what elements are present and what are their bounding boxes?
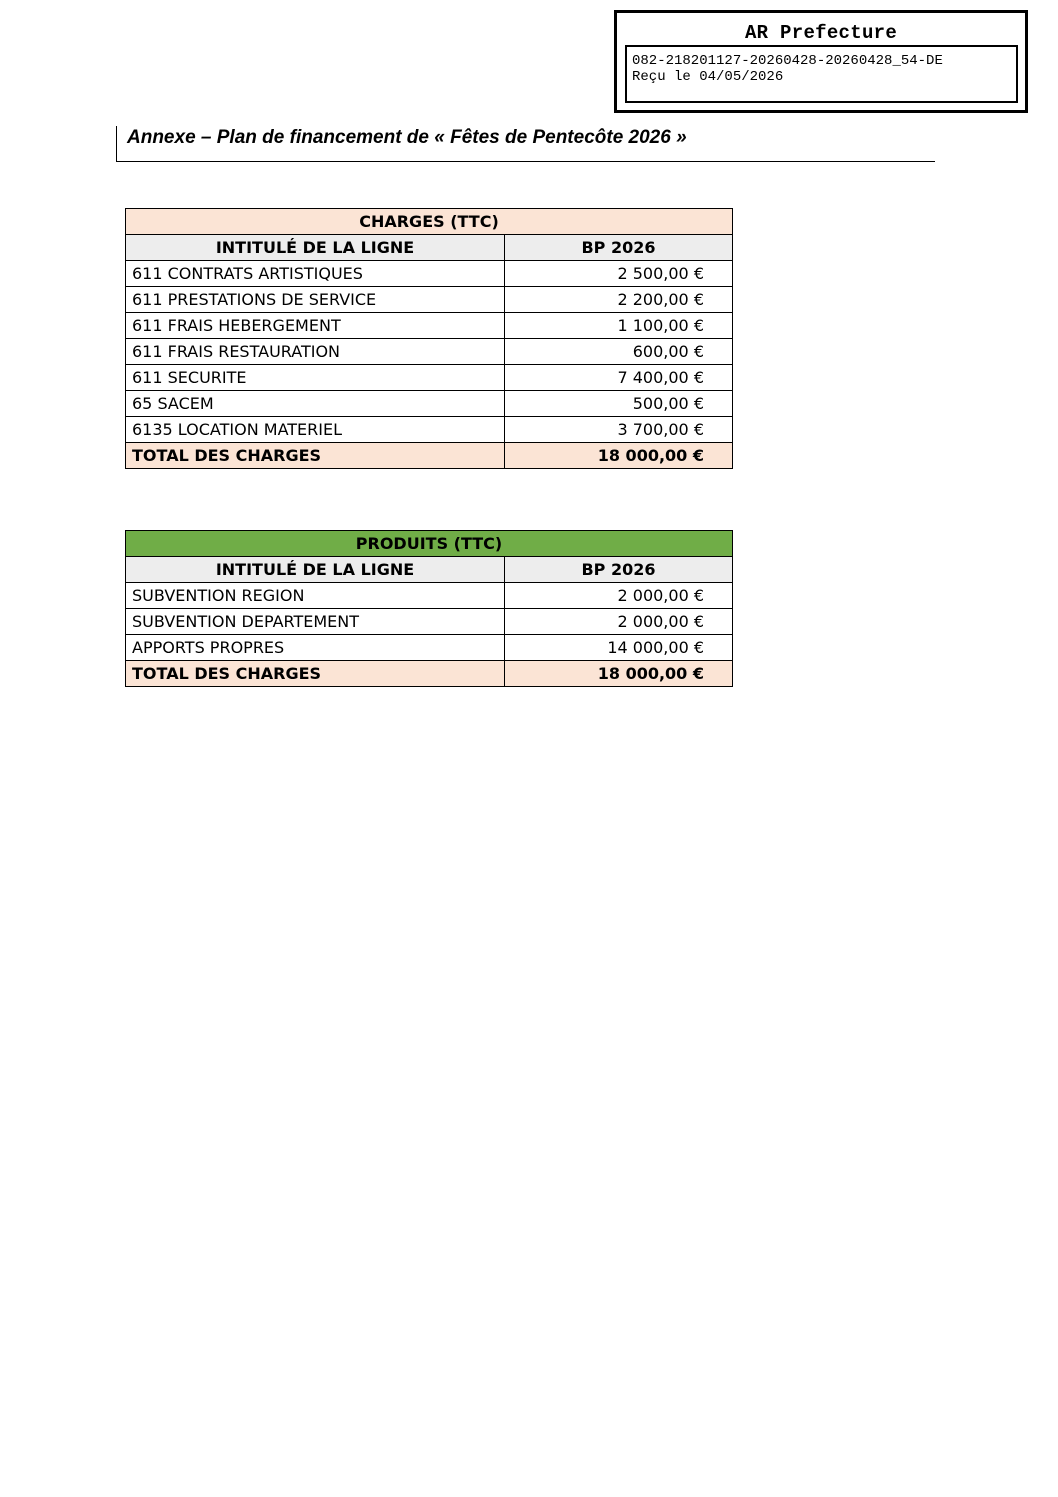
produit-label: APPORTS PROPRES — [126, 635, 505, 661]
charges-total-amount: 18 000,00 € — [505, 443, 733, 469]
table-row — [126, 365, 733, 391]
page-title: Annexe – Plan de financement de « Fêtes de Pentecôte 2026 » — [127, 127, 687, 148]
table-row — [126, 583, 733, 609]
produit-label: SUBVENTION DEPARTEMENT — [126, 609, 505, 635]
table-row — [126, 417, 733, 443]
charges-title-row — [126, 209, 733, 235]
charges-title: CHARGES (TTC) — [126, 209, 733, 235]
charge-label: 611 PRESTATIONS DE SERVICE — [126, 287, 505, 313]
charge-label: 611 CONTRATS ARTISTIQUES — [126, 261, 505, 287]
produits-total-amount: 18 000,00 € — [505, 661, 733, 687]
charge-amount: 2 500,00 € — [505, 261, 733, 287]
table-row — [126, 287, 733, 313]
stamp-received-date: Reçu le 04/05/2026 — [632, 69, 784, 85]
charge-label: 6135 LOCATION MATERIEL — [126, 417, 505, 443]
produit-label: SUBVENTION REGION — [126, 583, 505, 609]
charges-col-amount-header: BP 2026 — [505, 235, 733, 261]
table-row — [126, 313, 733, 339]
table-row — [126, 339, 733, 365]
charge-amount: 500,00 € — [505, 391, 733, 417]
charge-amount: 600,00 € — [505, 339, 733, 365]
charges-header-row — [126, 235, 733, 261]
produits-total-row — [126, 661, 733, 687]
produits-title-row — [126, 531, 733, 557]
table-row — [126, 609, 733, 635]
charge-label: 65 SACEM — [126, 391, 505, 417]
table-row — [126, 635, 733, 661]
stamp-details — [625, 45, 1018, 103]
charges-total-row — [126, 443, 733, 469]
charge-amount: 7 400,00 € — [505, 365, 733, 391]
table-row — [126, 261, 733, 287]
charge-label: 611 SECURITE — [126, 365, 505, 391]
produits-table — [125, 530, 733, 687]
charge-amount: 2 200,00 € — [505, 287, 733, 313]
produit-amount: 14 000,00 € — [505, 635, 733, 661]
produit-amount: 2 000,00 € — [505, 609, 733, 635]
charges-total-label: TOTAL DES CHARGES — [126, 443, 505, 469]
heading-left-border — [116, 126, 117, 162]
stamp-reference: 082-218201127-20260428-20260428_54-DE — [632, 53, 943, 69]
produits-title: PRODUITS (TTC) — [126, 531, 733, 557]
stamp-title: AR Prefecture — [744, 22, 898, 44]
table-row — [126, 391, 733, 417]
produits-col-label-header: INTITULÉ DE LA LIGNE — [126, 557, 505, 583]
heading-underline — [116, 161, 935, 162]
produits-col-amount-header: BP 2026 — [505, 557, 733, 583]
charges-table — [125, 208, 733, 469]
charge-label: 611 FRAIS HEBERGEMENT — [126, 313, 505, 339]
produits-header-row — [126, 557, 733, 583]
charge-amount: 1 100,00 € — [505, 313, 733, 339]
charge-label: 611 FRAIS RESTAURATION — [126, 339, 505, 365]
prefecture-stamp — [614, 10, 1028, 113]
produits-total-label: TOTAL DES CHARGES — [126, 661, 505, 687]
produit-amount: 2 000,00 € — [505, 583, 733, 609]
charge-amount: 3 700,00 € — [505, 417, 733, 443]
charges-col-label-header: INTITULÉ DE LA LIGNE — [126, 235, 505, 261]
